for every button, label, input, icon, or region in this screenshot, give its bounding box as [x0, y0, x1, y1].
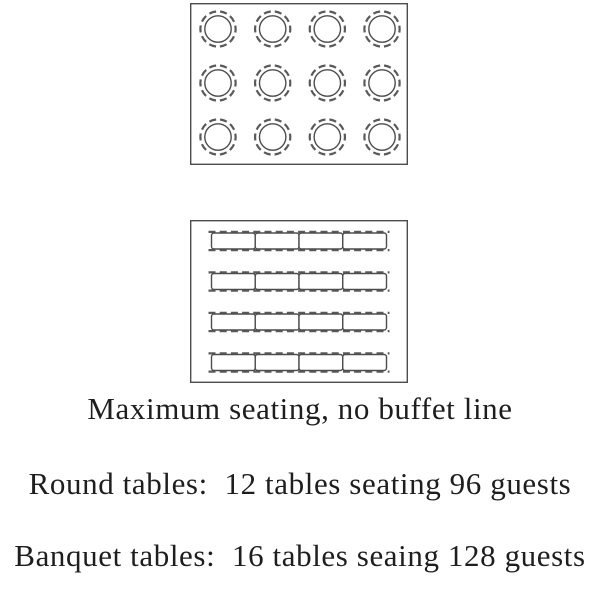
banquet-table: [343, 233, 387, 249]
banquet-table: [255, 355, 299, 371]
banquet-table: [299, 233, 343, 249]
round-table: [205, 16, 231, 42]
round-table: [314, 70, 340, 96]
round-table: [369, 124, 395, 150]
banquet-table: [299, 355, 343, 371]
banquet-table: [212, 355, 256, 371]
caption-round-tables-summary: Round tables: 12 tables seating 96 guests: [28, 466, 572, 501]
round-table: [369, 16, 395, 42]
banquet-table: [212, 233, 256, 249]
caption-banquet-tables-summary: Banquet tables: 16 tables seaing 128 guests: [14, 538, 586, 573]
banquet-tables-diagram: [190, 220, 408, 383]
round-table: [369, 70, 395, 96]
round-table: [259, 16, 285, 42]
round-table: [259, 70, 285, 96]
banquet-table: [343, 274, 387, 290]
banquet-table: [299, 274, 343, 290]
round-table: [314, 124, 340, 150]
banquet-table: [255, 233, 299, 249]
banquet-table: [299, 314, 343, 330]
round-table: [314, 16, 340, 42]
round-tables-diagram: [190, 3, 408, 165]
round-table: [205, 124, 231, 150]
banquet-table: [212, 274, 256, 290]
banquet-table: [255, 314, 299, 330]
banquet-table: [255, 274, 299, 290]
banquet-table: [212, 314, 256, 330]
banquet-table: [343, 355, 387, 371]
caption-maximum-seating: Maximum seating, no buffet line: [87, 391, 513, 426]
round-table: [259, 124, 285, 150]
round-table: [205, 70, 231, 96]
banquet-table: [343, 314, 387, 330]
